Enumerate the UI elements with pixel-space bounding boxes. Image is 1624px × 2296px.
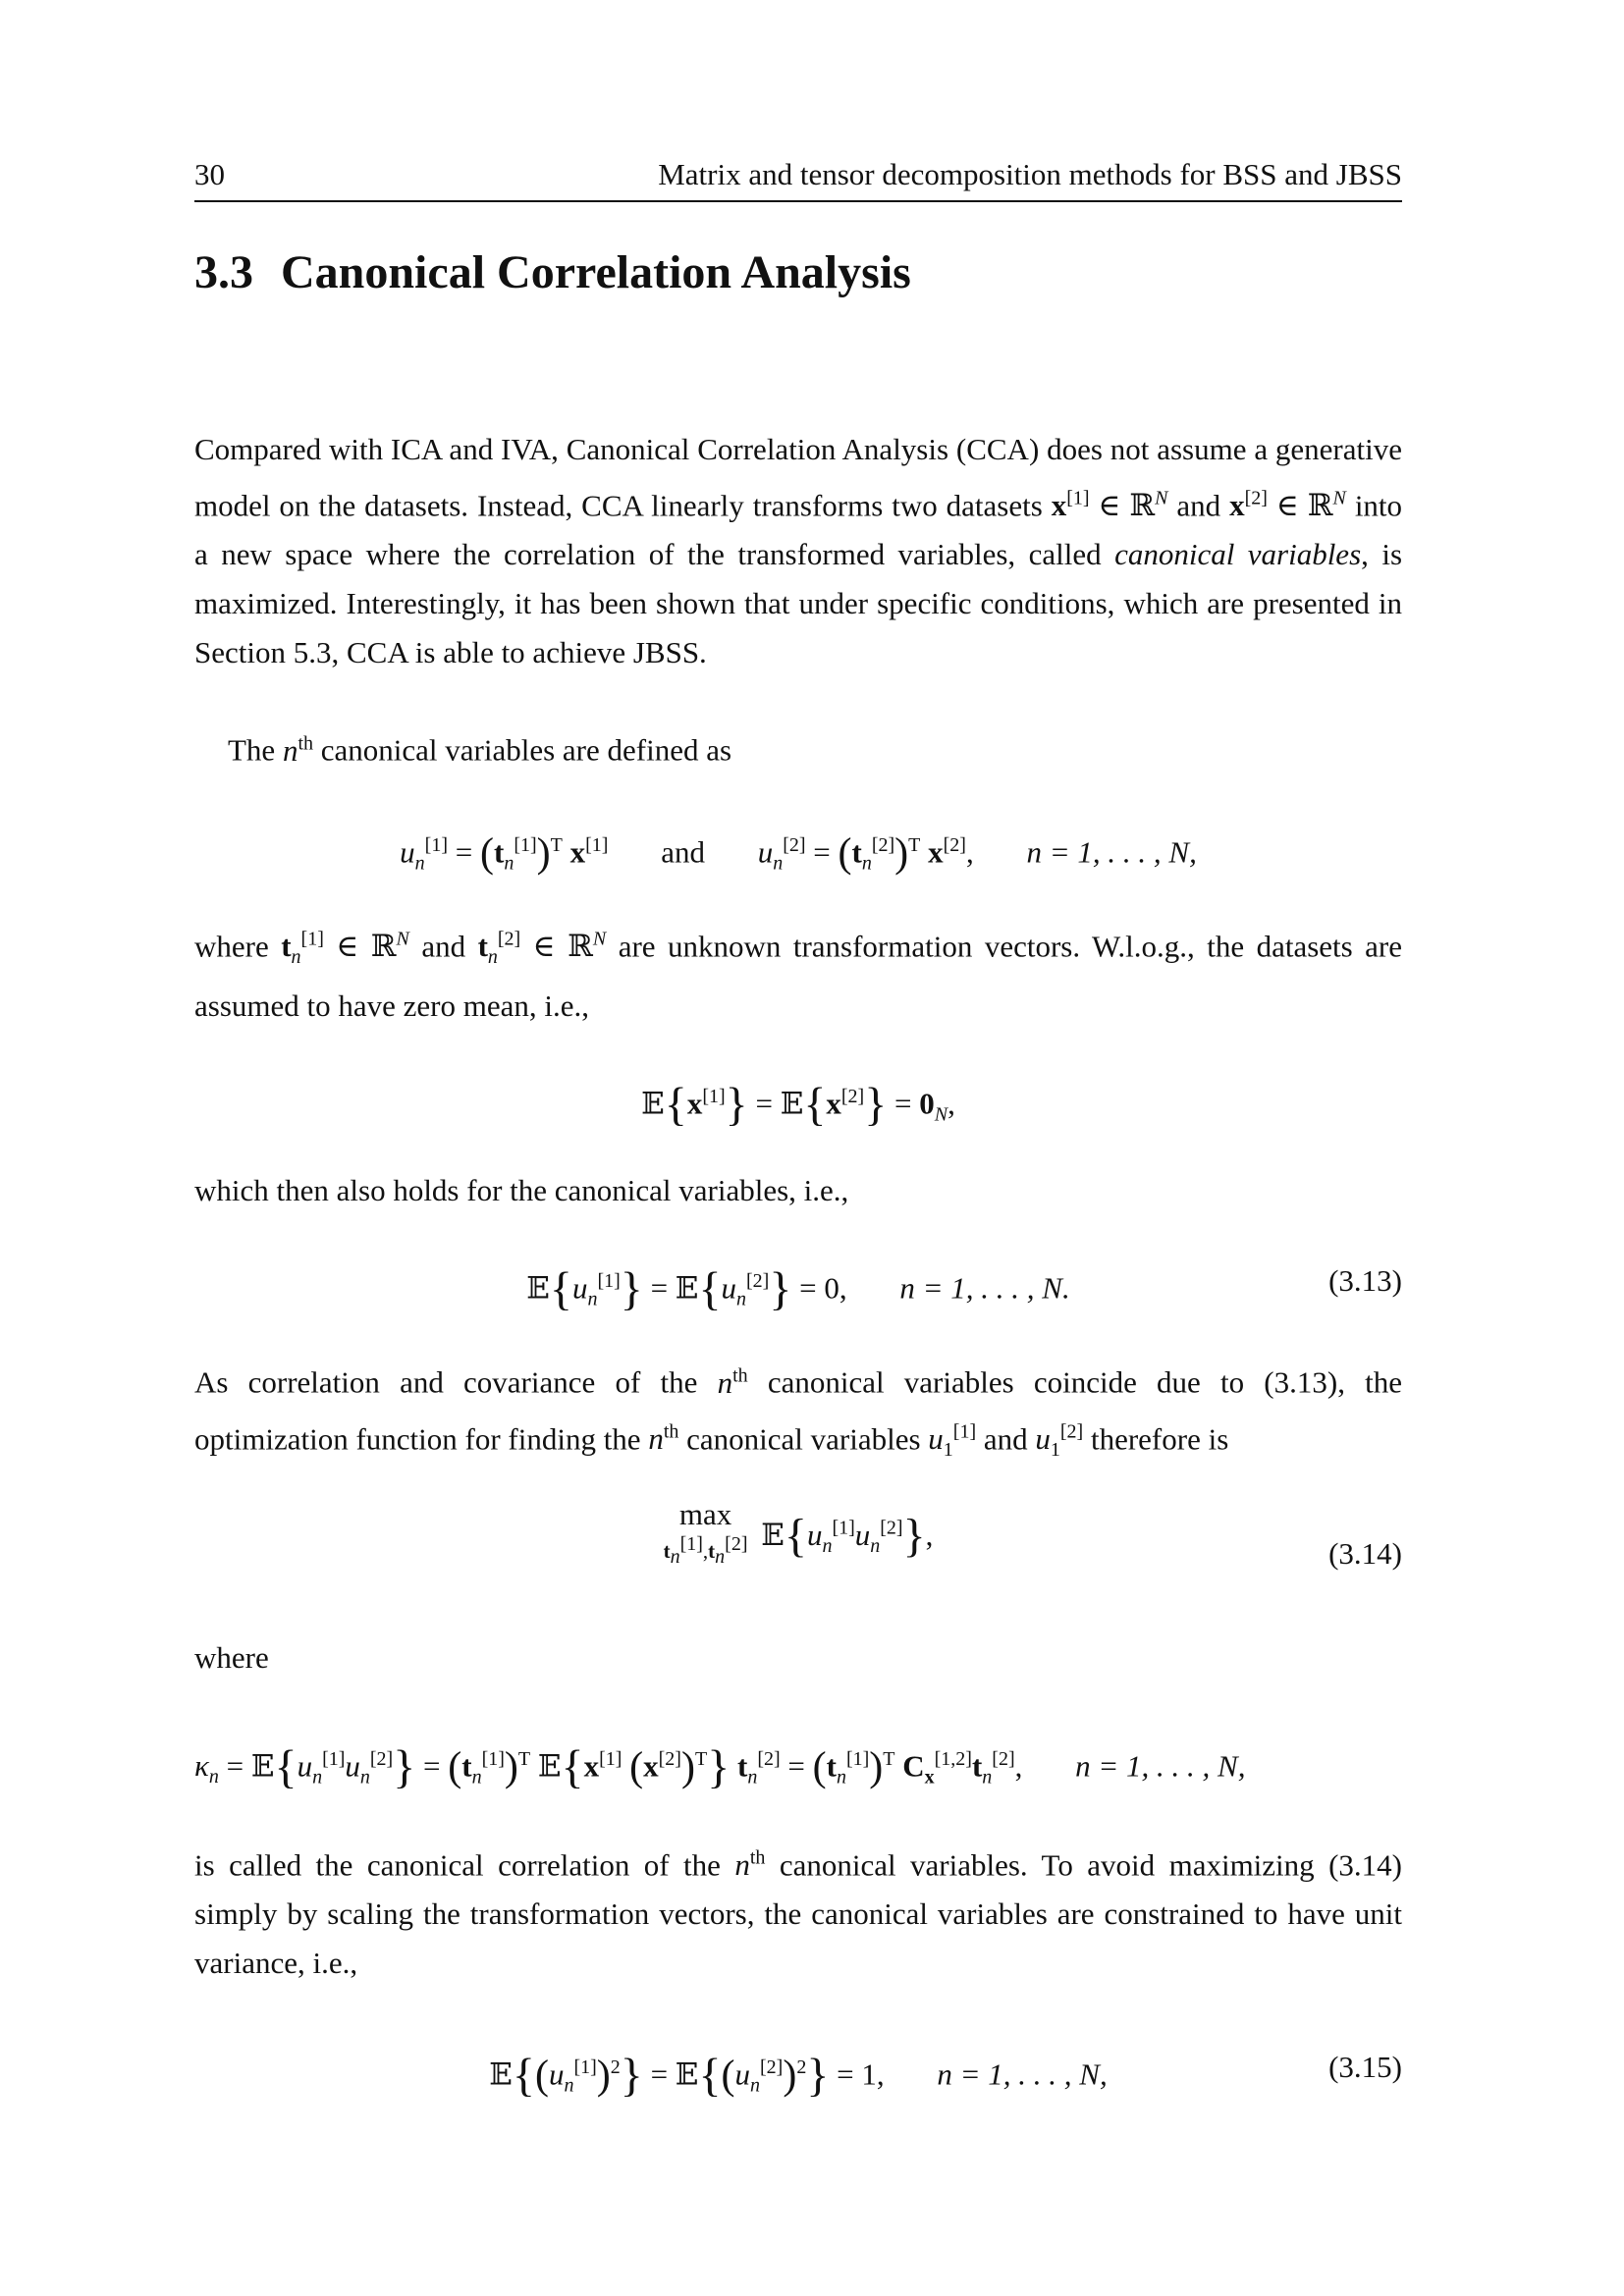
paragraph-holds: which then also holds for the canonical variables, i.e., <box>194 1173 849 1208</box>
running-title: Matrix and tensor decomposition methods for BSS and JBSS <box>658 157 1402 191</box>
section-heading <box>194 245 1402 299</box>
equation-tag-3-15: (3.15) <box>1328 2050 1402 2085</box>
running-header <box>194 157 1402 202</box>
equation-3-14: max $t_n[1],t_n[2]$ $𝔼\{u_n[1]u_n[2]\}$, (3.14) <box>663 1497 1402 1572</box>
math-x2: x[2] ∈ ℝ$^N$ <box>1229 488 1346 523</box>
max-operator: max $t_n[1],t_n[2]$ <box>663 1497 748 1569</box>
paragraph-where: where <box>194 1640 269 1676</box>
paragraph-optimization: As correlation and covariance of the $n^{th}$ canonical variables coincide due to (3.13), the optimization function for finding the $n^{th}$ canonical variables $u_1[1]$ and $u_1[2]$ therefore is <box>194 1364 1403 1462</box>
math-nth: $n^{th}$ <box>282 732 314 768</box>
section-number: 3.3 <box>194 246 253 298</box>
equation-tag-3-14: (3.14) <box>1328 1536 1402 1572</box>
paragraph-transformation-vectors: where $t_n[1]$ ∈ ℝ$^N$ and $t_n[2]$ ∈ ℝ$^N$ are unknown transformation vectors. W.l.o.g., the datasets are assumed to have zero mean, i.e., <box>194 928 1403 1024</box>
equation-3-13: $𝔼\{u_n[1]\}$ = $𝔼\{u_n[2]\} = 0$, n = 1, . . . , N. (3.13) <box>194 1237 1402 1325</box>
paragraph-intro: Compared with ICA and IVA, Canonical Correlation Analysis (CCA) does not assume a generative model on the datasets. Instead, CCA linearly transforms two datasets x[1] ∈ ℝ$^N$ and x[2] ∈ ℝ$^N$ into a new space where the correlation of the transformed variables, called canonical variables, is maximized. Interestingly, it has been shown that under specific conditions, which are presented in Section 5.3, CCA is able to achieve JBSS. <box>194 432 1403 670</box>
equation-canonical-correlation: $\kappa_n$ = $𝔼\{u_n[1]u_n[2]\} = (t_n[1])^T$ 𝔼{x[1] $(x[2])^T$} $t_n[2] = (t_n[1])^T$ $C_x[1,2]t_n[2]$, n = 1, . . . , N, <box>194 1740 1246 1793</box>
equation-canonical-variables: $u_n[1] = (t_n[1])^T$ x[1] and $u_n[2] = (t_n[2])^T$ x[2], n = 1, . . . , N, <box>400 829 1197 876</box>
paragraph-definition: The $n^{th}$ canonical variables are defined as <box>228 732 732 768</box>
page <box>194 157 1402 2121</box>
equation-3-15: $𝔼\{(u_n[1])^2\}$ = $𝔼\{(u_n[2])^2\} = 1$, n = 1, . . . , N, (3.15) <box>194 2013 1402 2121</box>
equation-zero-mean: 𝔼{x[1]} = 𝔼{x[2]} = $0_N$, <box>641 1078 955 1131</box>
paragraph-canonical-correlation: is called the canonical correlation of the $n^{th}$ canonical variables. To avoid maximizing (3.14) simply by scaling the transformation vectors, the canonical variables are constrained to have unit variance, i.e., <box>194 1847 1402 1981</box>
math-x1: x[1] ∈ ℝ$^N$ <box>1051 488 1168 523</box>
page-number: 30 <box>194 157 225 191</box>
emphasis-canonical-variables: canonical variables <box>1114 537 1362 572</box>
equation-tag-3-13: (3.13) <box>1328 1263 1402 1299</box>
section-title: Canonical Correlation Analysis <box>281 246 911 298</box>
